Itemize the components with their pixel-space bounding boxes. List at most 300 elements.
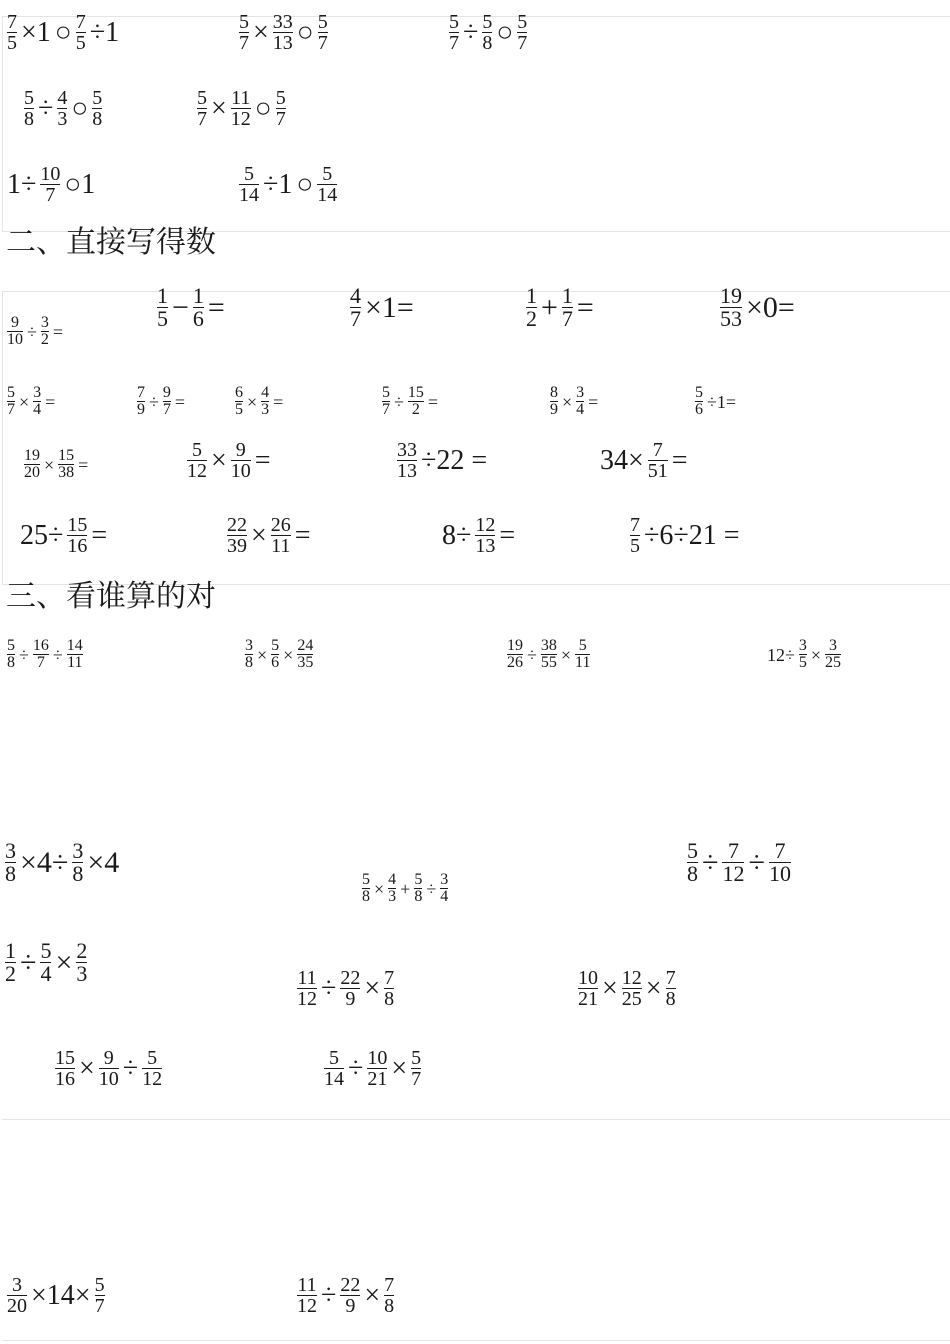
fraction-numerator: 9	[11, 314, 19, 331]
fraction-numerator: 9	[162, 384, 171, 401]
fraction	[76, 12, 86, 53]
fraction	[163, 385, 171, 418]
math-operator: ×	[211, 444, 227, 476]
math-problem	[195, 88, 288, 129]
fraction-denominator: 9	[340, 988, 360, 1009]
fraction	[384, 1275, 394, 1316]
fraction-denominator: 35	[297, 654, 314, 671]
math-operator: ×	[560, 644, 572, 665]
fraction-denominator: 9	[550, 401, 558, 418]
fraction-denominator: 5	[630, 535, 640, 557]
fraction-numerator: 7	[384, 967, 395, 989]
fraction	[231, 440, 251, 481]
fraction-denominator: 5	[75, 32, 86, 54]
fraction-denominator: 12	[142, 1068, 163, 1090]
fraction	[825, 638, 841, 671]
fraction-numerator: 7	[727, 838, 739, 863]
fraction-denominator: 3	[261, 401, 270, 418]
fraction-numerator: 4	[350, 283, 361, 308]
fraction-denominator: 8	[384, 988, 395, 1010]
fraction-denominator: 8	[665, 988, 676, 1010]
fraction-numerator: 12	[475, 514, 496, 536]
fraction-denominator: 7	[350, 306, 361, 331]
fraction	[261, 385, 269, 418]
fraction-numerator: 5	[449, 11, 459, 33]
fraction	[58, 448, 74, 481]
fraction-denominator: 3	[388, 888, 397, 905]
fraction-numerator: 7	[384, 1274, 395, 1296]
fraction	[475, 515, 495, 556]
fraction-numerator: 3	[40, 314, 49, 331]
math-problem	[548, 385, 600, 418]
fraction-denominator: 7	[197, 108, 207, 130]
fraction-numerator: 5	[197, 87, 207, 109]
math-operator: ×4÷	[20, 845, 69, 879]
math-operator: +	[541, 290, 558, 324]
fraction-numerator: 3	[576, 384, 585, 401]
math-operator: =	[294, 519, 311, 551]
fraction-numerator: 5	[317, 11, 328, 33]
fraction-denominator: 8	[482, 32, 493, 54]
math-operator: ÷	[348, 1052, 364, 1084]
fraction-denominator: 10	[7, 331, 23, 348]
fraction-numerator: 19	[24, 447, 40, 464]
fraction-numerator: 9	[235, 439, 246, 461]
fraction-numerator: 5	[24, 87, 34, 109]
fraction-numerator: 22	[340, 1274, 361, 1296]
math-operator: ×0=	[746, 290, 795, 324]
math-operator: ×1=	[365, 290, 414, 324]
fraction	[72, 840, 83, 885]
fraction-denominator: 4	[40, 961, 52, 986]
math-operator: ÷	[122, 1052, 139, 1084]
fraction-denominator: 25	[825, 654, 842, 671]
math-operator: ÷	[19, 644, 29, 665]
fraction	[239, 12, 249, 53]
fraction-denominator: 16	[67, 535, 88, 557]
fraction	[578, 968, 598, 1009]
fraction-numerator: 9	[103, 1047, 114, 1069]
fraction-denominator: 13	[397, 460, 417, 482]
fraction	[507, 638, 523, 671]
fraction	[526, 285, 537, 330]
math-operator: 1÷	[7, 168, 37, 200]
math-operator: =	[671, 444, 688, 476]
fraction-denominator: 14	[239, 184, 259, 206]
math-operator: ÷	[20, 945, 37, 979]
fraction-numerator: 5	[362, 871, 370, 888]
fraction-numerator: 10	[578, 967, 598, 989]
fraction-denominator: 2	[408, 401, 424, 418]
fraction-denominator: 7	[7, 401, 15, 418]
math-problem	[237, 164, 339, 205]
fraction-denominator: 7	[317, 32, 328, 54]
math-problem	[395, 440, 489, 481]
fraction-denominator: 7	[517, 32, 528, 54]
fraction-denominator: 2	[5, 961, 16, 986]
fraction-numerator: 11	[231, 87, 251, 109]
math-operator: ×	[562, 391, 573, 412]
fraction	[576, 385, 584, 418]
fraction	[67, 638, 83, 671]
math-problem	[693, 385, 738, 418]
math-operator: =	[207, 290, 225, 324]
math-problem	[440, 515, 517, 556]
fraction-numerator: 4	[261, 384, 270, 401]
fraction	[7, 12, 17, 53]
fraction	[157, 285, 168, 330]
math-operator: ÷	[38, 92, 54, 124]
math-operator: ×	[645, 972, 662, 1004]
fraction-denominator: 2	[526, 306, 537, 331]
fraction-denominator: 5	[157, 306, 168, 331]
fraction	[695, 385, 703, 418]
fraction-numerator: 5	[275, 87, 286, 109]
math-operator: ÷	[27, 321, 37, 342]
fraction	[414, 872, 422, 905]
math-problem	[576, 968, 678, 1009]
math-operator: ×	[19, 391, 30, 412]
fraction	[367, 1048, 387, 1089]
math-operator: =	[499, 519, 516, 551]
fraction	[408, 385, 424, 418]
fraction-numerator: 15	[407, 384, 424, 401]
fraction-numerator: 10	[40, 163, 61, 185]
fraction	[687, 840, 698, 885]
math-operator: ÷	[702, 845, 719, 879]
math-operator: ×14×	[31, 1279, 91, 1311]
fraction-denominator: 7	[40, 184, 60, 205]
fraction-denominator: 20	[24, 464, 40, 481]
math-operator: =	[427, 391, 439, 412]
fraction-numerator: 5	[695, 384, 703, 401]
fraction	[7, 315, 23, 348]
fraction-denominator: 4	[576, 401, 585, 418]
fraction	[24, 88, 34, 129]
math-operator: =	[45, 391, 56, 412]
fraction	[57, 88, 67, 129]
math-operator: =	[254, 444, 271, 476]
fraction	[276, 88, 286, 129]
fraction	[517, 12, 527, 53]
math-operator: ○	[296, 168, 314, 200]
math-operator: =	[78, 454, 89, 475]
fraction-numerator: 3	[829, 637, 838, 654]
fraction	[95, 1275, 105, 1316]
fraction	[720, 285, 742, 330]
math-operator: ○	[496, 16, 514, 48]
fraction-denominator: 39	[227, 535, 247, 557]
fraction	[7, 638, 15, 671]
fraction	[382, 385, 390, 418]
math-operator: ×	[364, 1279, 381, 1311]
math-problem	[243, 638, 315, 671]
math-operator: ÷	[527, 644, 537, 665]
fraction-numerator: 3	[245, 637, 253, 654]
fraction-numerator: 7	[774, 838, 786, 863]
math-operator: ÷6÷21 =	[644, 519, 740, 551]
math-operator: −	[172, 290, 189, 324]
fraction	[575, 638, 590, 671]
math-operator: =	[588, 391, 599, 412]
math-operator: =	[576, 290, 594, 324]
fraction-numerator: 38	[540, 637, 557, 654]
math-problem	[5, 385, 57, 418]
math-problem	[5, 12, 121, 53]
fraction-numerator: 5	[7, 637, 15, 654]
math-operator: ×	[211, 92, 227, 124]
math-problem	[348, 285, 416, 330]
fraction	[7, 1275, 27, 1316]
fraction	[245, 638, 253, 671]
fraction	[137, 385, 145, 418]
fraction-numerator: 15	[67, 514, 88, 536]
math-operator: ×	[55, 945, 73, 979]
fraction-denominator: 20	[7, 1295, 27, 1317]
fraction-numerator: 7	[630, 514, 640, 536]
fraction	[231, 88, 251, 129]
fraction-numerator: 3	[33, 384, 42, 401]
fraction-numerator: 5	[578, 637, 587, 654]
math-operator: ×	[283, 644, 294, 665]
fraction-denominator: 9	[340, 1295, 360, 1316]
fraction-denominator: 25	[621, 988, 642, 1010]
math-problem	[3, 940, 89, 985]
fraction-denominator: 4	[440, 888, 449, 905]
fraction-numerator: 33	[272, 11, 293, 33]
math-problem	[322, 1048, 423, 1089]
fraction-denominator: 7	[411, 1068, 422, 1090]
fraction-denominator: 11	[271, 535, 291, 557]
fraction-denominator: 8	[24, 108, 34, 130]
fraction	[622, 968, 642, 1009]
fraction-denominator: 8	[72, 861, 84, 886]
fraction	[550, 385, 558, 418]
math-operator: 34×	[600, 444, 644, 476]
fraction	[541, 638, 557, 671]
math-operator: ×	[251, 519, 267, 551]
fraction-denominator: 8	[362, 888, 370, 905]
fraction-denominator: 9	[137, 401, 145, 418]
math-operator: =	[174, 391, 186, 412]
fraction-denominator: 21	[578, 988, 598, 1010]
math-operator: ÷1	[263, 168, 293, 200]
fraction	[318, 12, 328, 53]
math-problem	[185, 440, 273, 481]
math-problem	[5, 315, 65, 348]
math-operator: 12÷	[767, 644, 795, 665]
fraction-numerator: 3	[798, 637, 807, 654]
math-problem	[295, 968, 396, 1009]
fraction-denominator: 55	[540, 654, 557, 671]
fraction-denominator: 14	[324, 1068, 344, 1090]
fraction-numerator: 22	[340, 967, 361, 989]
math-problem	[295, 1275, 396, 1316]
fraction-numerator: 3	[5, 838, 16, 863]
math-problem	[360, 872, 450, 905]
fraction-denominator: 6	[271, 654, 280, 671]
fraction-numerator: 5	[92, 87, 103, 109]
math-operator: ×	[253, 16, 269, 48]
fraction-denominator: 12	[297, 988, 317, 1010]
math-operator: =	[91, 519, 108, 551]
fraction-denominator: 12	[187, 460, 207, 482]
fraction-denominator: 11	[67, 654, 83, 671]
math-operator: ×	[247, 391, 258, 412]
fraction-numerator: 3	[72, 838, 84, 863]
fraction-numerator: 5	[687, 838, 698, 863]
math-operator: ×1	[21, 16, 51, 48]
fraction	[362, 872, 370, 905]
fraction-numerator: 5	[40, 938, 52, 963]
math-operator: ○	[54, 16, 72, 48]
fraction-numerator: 5	[329, 1047, 339, 1069]
math-problem	[135, 385, 187, 418]
fraction-numerator: 11	[297, 967, 317, 989]
fraction	[397, 440, 417, 481]
fraction-numerator: 5	[239, 11, 249, 33]
math-operator: ÷	[463, 16, 479, 48]
math-operator: ÷1	[89, 16, 120, 48]
fraction-numerator: 3	[12, 1274, 22, 1296]
fraction	[67, 515, 87, 556]
math-operator: ×	[810, 644, 822, 665]
fraction	[648, 440, 668, 481]
math-operator: ×	[364, 972, 381, 1004]
math-problem	[237, 12, 330, 53]
fraction	[799, 638, 807, 671]
fraction-numerator: 6	[235, 384, 243, 401]
fraction-numerator: 7	[7, 11, 17, 33]
fraction-denominator: 8	[414, 888, 423, 905]
fraction-denominator: 38	[58, 464, 75, 481]
fraction	[142, 1048, 162, 1089]
fraction-numerator: 3	[440, 871, 449, 888]
fraction-denominator: 8	[245, 654, 253, 671]
fraction-denominator: 7	[449, 32, 459, 54]
math-operator: ○1	[64, 168, 96, 200]
fraction-denominator: 11	[575, 654, 591, 671]
fraction-numerator: 5	[271, 637, 280, 654]
fraction-denominator: 8	[687, 861, 698, 886]
math-operator: 8÷	[442, 519, 472, 551]
fraction-numerator: 1	[561, 283, 573, 308]
divider-line	[2, 1119, 950, 1120]
fraction	[193, 285, 204, 330]
math-problem	[53, 1048, 164, 1089]
fraction	[55, 1048, 75, 1089]
fraction-denominator: 2	[40, 331, 49, 348]
math-operator: ○	[71, 92, 89, 124]
fraction	[7, 385, 15, 418]
fraction	[187, 440, 207, 481]
math-operator: ○	[254, 92, 272, 124]
fraction-numerator: 33	[397, 439, 417, 461]
math-operator: ×	[602, 972, 618, 1004]
fraction-denominator: 10	[230, 460, 251, 482]
fraction-denominator: 4	[33, 401, 42, 418]
fraction-numerator: 24	[297, 637, 314, 654]
fraction-numerator: 1	[526, 283, 537, 308]
fraction-numerator: 7	[665, 967, 676, 989]
fraction-numerator: 15	[58, 447, 75, 464]
fraction-numerator: 5	[7, 384, 15, 401]
fraction	[666, 968, 676, 1009]
fraction-numerator: 4	[388, 871, 397, 888]
math-problem	[5, 638, 85, 671]
fraction	[411, 1048, 421, 1089]
math-operator: ×4	[87, 845, 120, 879]
fraction-denominator: 7	[561, 306, 573, 331]
fraction	[235, 385, 243, 418]
fraction-numerator: 1	[192, 283, 204, 308]
fraction-numerator: 7	[137, 384, 145, 401]
fraction	[449, 12, 459, 53]
fraction-numerator: 15	[55, 1047, 75, 1069]
fraction-denominator: 7	[94, 1295, 105, 1317]
divider-line	[2, 1340, 950, 1341]
fraction-numerator: 26	[270, 514, 291, 536]
fraction-denominator: 5	[7, 32, 17, 54]
math-problem	[524, 285, 596, 330]
math-problem	[155, 285, 227, 330]
math-problem	[598, 440, 690, 481]
math-operator: ×	[44, 454, 55, 475]
fraction	[297, 638, 313, 671]
fraction-numerator: 22	[227, 514, 247, 536]
fraction	[388, 872, 396, 905]
fraction-numerator: 7	[75, 11, 86, 33]
fraction	[40, 940, 51, 985]
fraction	[482, 12, 492, 53]
math-operator: +	[400, 878, 411, 899]
fraction	[271, 638, 279, 671]
math-problem	[5, 1275, 107, 1316]
fraction-denominator: 16	[55, 1068, 75, 1090]
fraction-denominator: 7	[275, 108, 286, 130]
math-problem	[18, 515, 109, 556]
fraction	[33, 638, 49, 671]
math-problem	[685, 840, 793, 885]
math-problem	[3, 840, 121, 885]
math-operator: ÷	[149, 391, 159, 412]
fraction-denominator: 21	[367, 1068, 388, 1090]
fraction	[384, 968, 394, 1009]
fraction-denominator: 7	[239, 32, 249, 54]
fraction-numerator: 5	[322, 163, 333, 185]
fraction	[297, 968, 317, 1009]
fraction-numerator: 8	[550, 384, 558, 401]
fraction-denominator: 6	[192, 306, 204, 331]
fraction-denominator: 7	[33, 654, 49, 671]
fraction-denominator: 53	[720, 306, 742, 331]
math-operator: ÷	[426, 878, 437, 899]
fraction	[324, 1048, 344, 1089]
math-operator: =	[52, 321, 64, 342]
fraction	[92, 88, 102, 129]
fraction-denominator: 14	[317, 184, 338, 206]
math-problem	[225, 515, 313, 556]
math-operator: ×	[257, 644, 268, 665]
fraction	[76, 940, 87, 985]
fraction-denominator: 8	[5, 861, 16, 886]
fraction-numerator: 7	[652, 439, 663, 461]
fraction-numerator: 5	[244, 163, 254, 185]
fraction-numerator: 19	[507, 637, 523, 654]
fraction-numerator: 5	[192, 439, 202, 461]
math-operator: ÷	[321, 972, 337, 1004]
math-problem	[22, 88, 104, 129]
